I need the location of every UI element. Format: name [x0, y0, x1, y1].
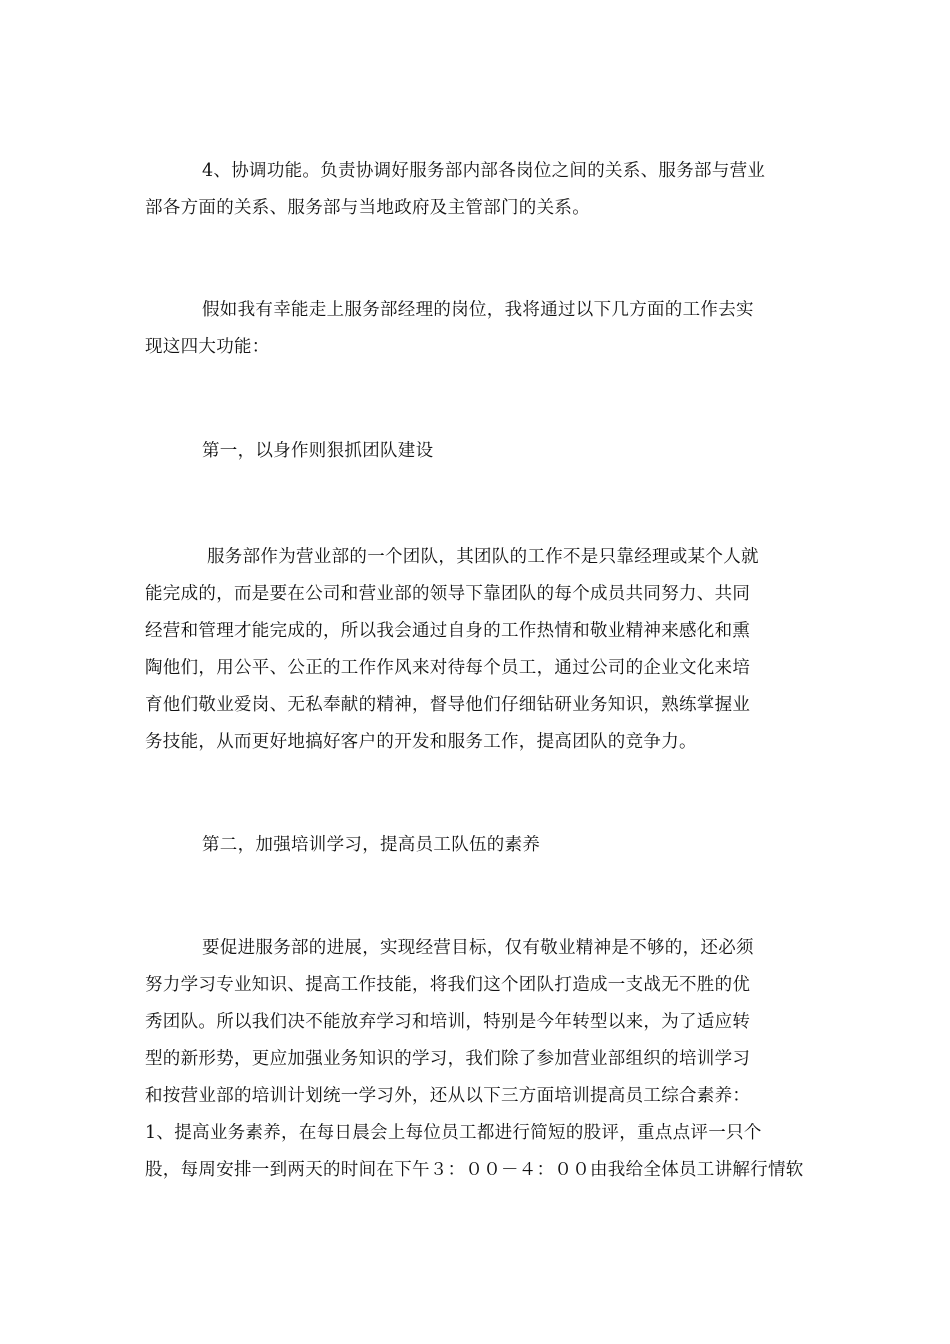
text-line: 现这四大功能： [145, 337, 270, 357]
text-line: 经营和管理才能完成的，所以我会通过自身的工作热情和敬业精神来感化和熏 [145, 621, 751, 641]
section-heading-1 [145, 433, 805, 470]
text-line: 股，每周安排一到两天的时间在下午３：００－４：００由我给全体员工讲解行情软 [145, 1160, 804, 1180]
paragraph-team-building [145, 539, 805, 761]
paragraph-coordination [145, 153, 805, 227]
text-line: 假如我有幸能走上服务部经理的岗位，我将通过以下几方面的工作去实 [202, 300, 754, 320]
text-line: 要促进服务部的进展，实现经营目标，仅有敬业精神是不够的，还必须 [202, 938, 754, 958]
text-line: 育他们敬业爱岗、无私奉献的精神，督导他们仔细钻研业务知识，熟练掌握业 [145, 695, 751, 715]
text-line: 1、提高业务素养，在每日晨会上每位员工都进行简短的股评，重点点评一只个 [145, 1123, 762, 1143]
heading-text: 第二，加强培训学习，提高员工队伍的素养 [202, 835, 541, 855]
paragraph-training [145, 930, 805, 1189]
text-line: 部各方面的关系、服务部与当地政府及主管部门的关系。 [145, 198, 590, 218]
heading-text: 第一，以身作则狠抓团队建设 [202, 441, 434, 461]
paragraph-intro [145, 292, 805, 366]
section-heading-2 [145, 827, 805, 864]
text-line: 型的新形势，更应加强业务知识的学习，我们除了参加营业部组织的培训学习 [145, 1049, 751, 1069]
text-line: 能完成的，而是要在公司和营业部的领导下靠团队的每个成员共同努力、共同 [145, 584, 751, 604]
text-line: 秀团队。所以我们决不能放弃学习和培训，特别是今年转型以来，为了适应转 [145, 1012, 751, 1032]
text-line: 务技能，从而更好地搞好客户的开发和服务工作，提高团队的竞争力。 [145, 732, 697, 752]
text-line: 努力学习专业知识、提高工作技能，将我们这个团队打造成一支战无不胜的优 [145, 975, 751, 995]
text-line: 陶他们，用公平、公正的工作作风来对待每个员工，通过公司的企业文化来培 [145, 658, 751, 678]
text-line: 和按营业部的培训计划统一学习外，还从以下三方面培训提高员工综合素养： [145, 1086, 751, 1106]
text-line: 4、协调功能。负责协调好服务部内部各岗位之间的关系、服务部与营业 [202, 161, 766, 181]
text-line: 服务部作为营业部的一个团队，其团队的工作不是只靠经理或某个人就 [207, 547, 759, 567]
